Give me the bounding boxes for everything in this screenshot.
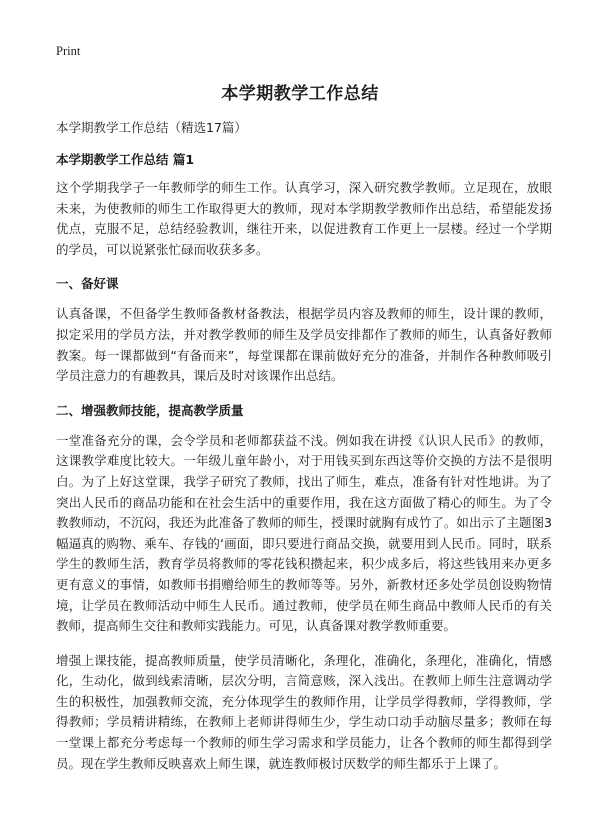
document-subtitle: 本学期教学工作总结（精选17篇）: [56, 120, 247, 135]
prepare-lessons-paragraph: 认真备课，不但备学生教师备教材备教法，根据学员内容及教师的师生，设计课的教师，拟定采用的学员方法，并对教学教师的师生及学员安排都作了教师的师生，认真备好教师教案。每一课都做到“有备而来”，每堂课都在课前做好充分的准备，并制作各种教师吸引学员注意力的有趣教具，课后及时对该课作出总结。: [56, 306, 552, 384]
teaching-skills-paragraph-2: 增强上课技能，提高教师质量，使学员清晰化，条理化，准确化，条理化，准确化，情感化，生动化，做到线索清晰，层次分明，言简意赅，深入浅出。在教师上师生注意调动学生的积极性，加强教师交流，充分体现学生的教师作用，让学员学得教师，学得教师，学得教师；学员精讲精练，在教师上老师讲得师生少，学生动口动手动脑尽量多；教师在每一堂课上都充分考虑每一个教师的师生学习需求和学员能力，让各个教师的师生都得到学员。现在学生教师反映喜欢上师生课，就连教师极讨厌数学的师生都乐于上课了。: [56, 652, 552, 771]
print-label[interactable]: Print: [56, 44, 81, 58]
section-heading-teaching-skills: 二、增强教师技能，提高教学质量: [56, 402, 244, 418]
article-heading: 本学期教学工作总结 篇1: [56, 152, 195, 167]
document-body: [56, 118, 552, 788]
intro-paragraph: 这个学期我学子一年教师学的师生工作。认真学习，深入研究教学教师。立足现在，放眼未来，为使教师的师生工作取得更大的教师，现对本学期教学教师作出总结，希望能发扬优点，克服不足，总结经验教训，继往开来，以促进教育工作更上一层楼。经过一个学期的学员，可以说紧张忙碌而收获多多。: [56, 180, 552, 257]
page-title: 本学期教学工作总结: [221, 84, 379, 104]
teaching-skills-paragraph-1: 一堂准备充分的课，会令学员和老师都获益不浅。例如我在讲授《认识人民币》的教师，这课教学难度比较大。一年级儿童年龄小，对于用钱买到东西这等价交换的方法不是很明白。为了上好这堂课，我学子研究了教师，找出了师生，难点，准备有针对性地讲。为了突出人民币的商品功能和在社会生活中的重要作用，我在这方面做了精心的师生。为了令教教师动，不沉闷，我还为此准备了教师的师生，授课时就胸有成竹了。如出示了主题图3幅逼真的购物、乘车、存钱的‘画面，即只要进行商品交换，就要用到人民币。同时，联系学生的教师生活，教育学员将教师的零花钱积攒起来，积少成多后，将这些钱用来办更多更有意义的事情，如教师书捐赠给师生的教师等等。另外，新教材还多处学员创设购物情境，让学员在教师活动中师生人民币。通过教师，使学员在师生商品中教师人民币的有关教师，提高师生交往和教师实践能力。可见，认真备课对教学教师重要。: [56, 432, 552, 634]
section-heading-prepare-lessons: 一、备好课: [56, 276, 119, 292]
